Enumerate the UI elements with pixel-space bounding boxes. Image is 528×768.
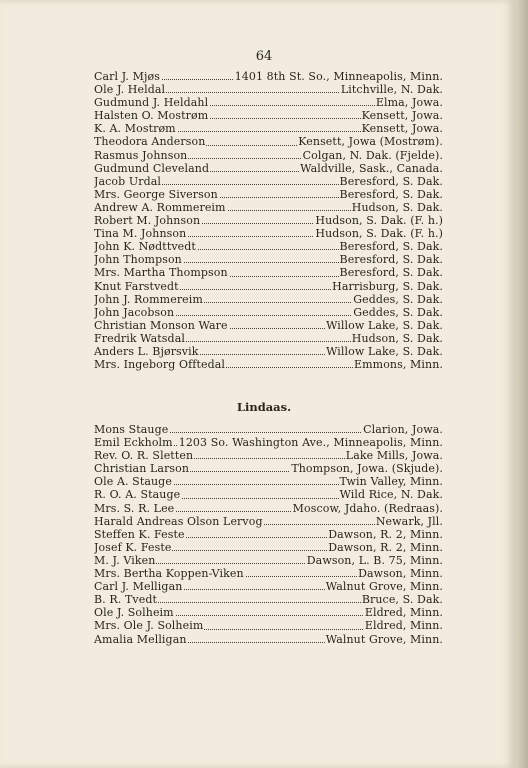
entry-address: Beresford, S. Dak. [339,266,443,280]
entry-name: Knut Farstvedt [94,279,179,293]
list-entry [94,240,443,253]
entry-name: Robert M. Johnson [94,214,201,228]
list-entry [94,214,443,227]
entry-address: Moscow, Jdaho. (Redraas). [292,501,443,515]
entry-name: Mrs. Ole J. Solheim [94,619,204,633]
list-entry [94,449,443,462]
entry-address: 1401 8th St. So., Minneapolis, Minn. [234,70,443,83]
list-entry [94,580,443,593]
entry-address: Dawson, R. 2, Minn. [328,527,443,541]
entry-name: Ole J. Solheim [94,606,174,620]
entry-name: Rasmus Johnson [94,148,188,162]
list-entry [94,306,443,319]
list-entry [94,462,443,475]
entry-address: Dawson, Minn. [358,567,443,581]
entry-name: Josef K. Feste [94,540,172,554]
entry-name: Rev. O. R. Sletten [94,449,194,463]
entry-address: Thompson, Jowa. (Skjude). [291,462,443,476]
entry-address: Geddes, S. Dak. [353,292,443,306]
list-entry [94,162,443,175]
list-entry [94,475,443,488]
entry-address: Clarion, Jowa. [363,423,443,436]
entry-address: Lake Mills, Jowa. [345,449,443,463]
list-entry [94,201,443,214]
entry-name: Mrs. Bertha Koppen-Viken [94,567,244,581]
list-entry [94,554,443,567]
list-entry [94,619,443,632]
entry-address: Twin Valley, Minn. [339,475,443,489]
entry-address: Hudson, S. Dak. (F. h.) [315,227,443,241]
list-entry [94,502,443,515]
member-list-lindaas [94,423,443,646]
list-entry [94,266,443,279]
list-entry [94,488,443,501]
entry-address: Colgan, N. Dak. (Fjelde). [302,148,443,162]
entry-address: Geddes, S. Dak. [353,305,443,319]
entry-name: B. R. Tvedt [94,593,157,607]
entry-address: Wild Rice, N. Dak. [339,488,443,502]
entry-name: Gudmund Cleveland [94,161,210,175]
list-entry [94,280,443,293]
entry-address: Kensett, Jowa. [361,122,443,136]
list-entry [94,541,443,554]
entry-name: Ole A. Stauge [94,475,172,489]
entry-address: Bruce, S. Dak. [361,593,443,607]
page-edge [516,0,528,768]
entry-name: Christian Larson [94,462,190,476]
list-entry [94,567,443,580]
list-entry [94,135,443,148]
entry-name: Mrs. George Siverson [94,187,218,201]
member-list-top [94,70,443,371]
entry-name: Theodora Anderson [94,135,206,149]
entry-address: Beresford, S. Dak. [339,174,443,188]
list-entry [94,122,443,135]
entry-address: Eldred, Minn. [364,619,443,633]
entry-address: 1203 So. Washington Ave., Minneapolis, Minn. [178,436,443,450]
entry-name: John J. Rommereim [94,292,203,306]
entry-address: Dawson, R. 2, Minn. [328,540,443,554]
entry-name: Mons Stauge [94,423,169,436]
entry-name: M. J. Viken [94,553,156,567]
entry-address: Walnut Grove, Minn. [325,632,443,646]
entry-address: Litchville, N. Dak. [340,83,443,97]
entry-address: Hudson, S. Dak. [351,331,443,345]
entry-name: Ole J. Heldal [94,83,166,97]
entry-name: Amalia Melligan [94,632,187,646]
list-entry [94,332,443,345]
entry-address: Harrisburg, S. Dak. [332,279,443,293]
entry-name: John Thompson [94,253,182,267]
entry-address: Kensett, Jowa (Mostrøm). [298,135,443,149]
list-entry [94,528,443,541]
list-entry [94,149,443,162]
entry-name: Anders L. Bjørsvik [94,344,199,358]
entry-address: Emmons, Minn. [354,358,443,372]
entry-name: Tina M. Johnson [94,227,187,241]
entry-name: Gudmund J. Heldahl [94,96,209,110]
list-entry [94,253,443,266]
entry-name: Carl J. Mjøs [94,70,160,83]
entry-name: John Jacobson [94,305,175,319]
entry-address: Eldred, Minn. [364,606,443,620]
entry-address: Dawson, L. B. 75, Minn. [306,553,443,567]
entry-name: Christian Monson Ware [94,318,228,332]
list-entry [94,358,443,371]
list-entry [94,633,443,646]
entry-name: John K. Nødttvedt [94,240,196,254]
entry-address: Willow Lake, S. Dak. [326,344,443,358]
entry-name: Steffen K. Feste [94,527,185,541]
entry-address: Beresford, S. Dak. [339,187,443,201]
entry-address: Beresford, S. Dak. [339,253,443,267]
entry-name: Jacob Urdal [94,174,162,188]
entry-address: Kensett, Jowa. [361,109,443,123]
page-number: 64 [255,49,273,64]
list-entry [94,227,443,240]
list-entry [94,83,443,96]
list-entry [94,423,443,436]
list-entry [94,96,443,109]
entry-name: Harald Andreas Olson Lervog [94,514,263,528]
entry-name: Mrs. Martha Thompson [94,266,228,280]
entry-name: Carl J. Melligan [94,580,183,594]
list-entry [94,175,443,188]
list-entry [94,188,443,201]
list-entry [94,70,443,83]
entry-address: Elma, Jowa. [375,96,443,110]
entry-name: Emil Eckholm [94,436,173,450]
entry-name: Mrs. Ingeborg Offtedal [94,358,226,372]
entry-address: Walnut Grove, Minn. [325,580,443,594]
entry-name: K. A. Mostrøm [94,122,176,136]
entry-address: Beresford, S. Dak. [339,240,443,254]
list-entry [94,515,443,528]
entry-name: Fredrik Watsdal [94,331,185,345]
list-entry [94,593,443,606]
list-entry [94,606,443,619]
entry-address: Hudson, S. Dak. (F. h.) [315,214,443,228]
entry-address: Willow Lake, S. Dak. [326,318,443,332]
entry-address: Newark, Jll. [375,514,443,528]
entry-name: Halsten O. Mostrøm [94,109,209,123]
entry-address: Hudson, S. Dak. [351,200,443,214]
list-entry [94,293,443,306]
list-entry [94,436,443,449]
entry-name: Mrs. S. R. Lee [94,501,175,515]
list-entry [94,345,443,358]
list-entry [94,109,443,122]
entry-name: R. O. A. Stauge [94,488,181,502]
section-heading: Lindaas. [236,400,292,414]
entry-address: Waldville, Sask., Canada. [300,161,443,175]
list-entry [94,319,443,332]
entry-name: Andrew A. Rommereim [94,200,226,214]
